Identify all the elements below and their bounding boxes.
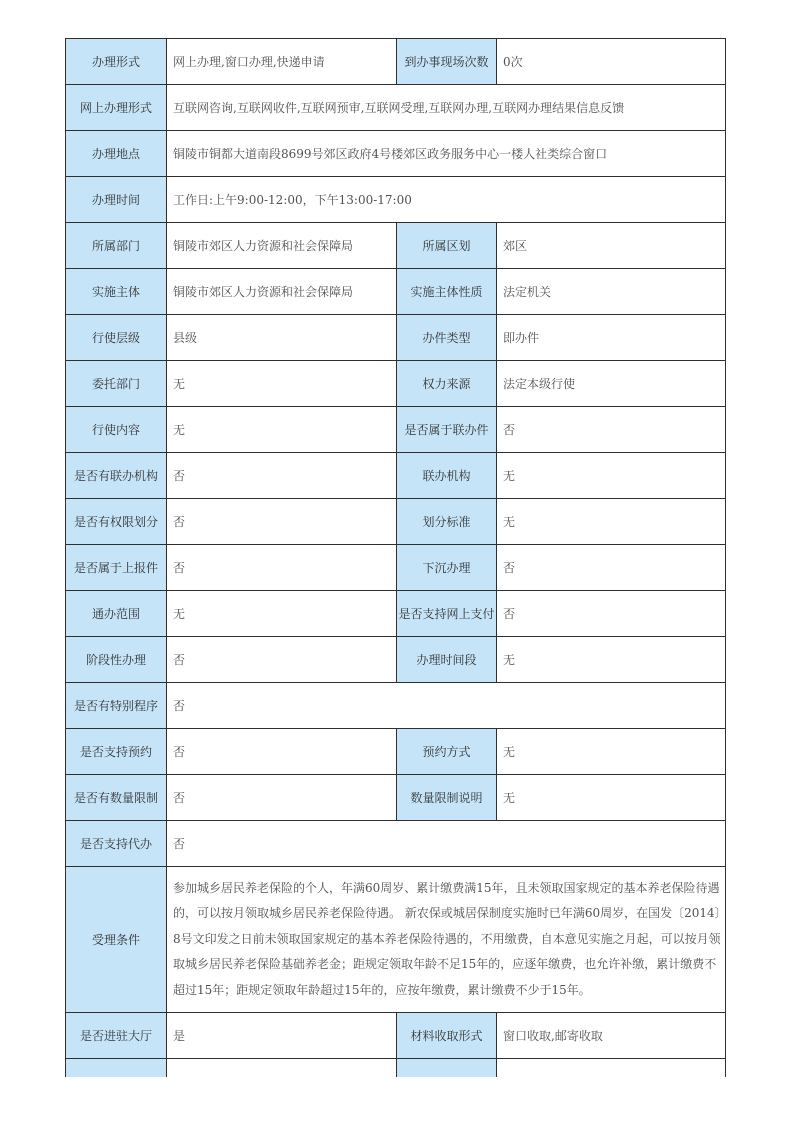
service-info-table (65, 38, 726, 1077)
table-row (66, 729, 726, 775)
field-value: 0次 (497, 39, 726, 85)
field-value: 否 (167, 775, 397, 821)
field-label: 是否支持预约 (66, 729, 167, 775)
field-label: 行使层级 (66, 315, 167, 361)
field-value: 否 (167, 453, 397, 499)
field-label: 阶段性办理 (66, 637, 167, 683)
field-value: 无 (167, 361, 397, 407)
table-row (66, 683, 726, 729)
field-value: 互联网咨询,互联网收件,互联网预审,互联网受理,互联网办理,互联网办理结果信息反馈 (167, 85, 726, 131)
field-label: 数量限制说明 (397, 775, 497, 821)
field-value (497, 1059, 726, 1077)
field-label: 划分标准 (397, 499, 497, 545)
table-row-continued (66, 1059, 726, 1077)
table-row (66, 407, 726, 453)
field-value: 否 (497, 545, 726, 591)
field-value: 无 (497, 729, 726, 775)
field-label: 行使内容 (66, 407, 167, 453)
table-row (66, 223, 726, 269)
field-value: 是 (167, 1013, 397, 1059)
table-row (66, 177, 726, 223)
field-value: 否 (167, 499, 397, 545)
table-row (66, 775, 726, 821)
field-value: 无 (497, 637, 726, 683)
field-label: 受理条件 (66, 867, 167, 1013)
field-label: 实施主体 (66, 269, 167, 315)
field-value: 窗口收取,邮寄收取 (497, 1013, 726, 1059)
table-row-acceptance-conditions (66, 867, 726, 1013)
field-value (167, 1059, 397, 1077)
field-value: 否 (167, 821, 726, 867)
service-guide-page (65, 38, 725, 1077)
field-label: 材料收取形式 (397, 1013, 497, 1059)
field-value: 否 (167, 729, 397, 775)
field-value: 否 (167, 637, 397, 683)
field-label: 下沉办理 (397, 545, 497, 591)
table-row (66, 269, 726, 315)
table-row (66, 85, 726, 131)
table-row (66, 39, 726, 85)
field-label: 办理时间 (66, 177, 167, 223)
field-value: 法定本级行使 (497, 361, 726, 407)
field-label: 办理时间段 (397, 637, 497, 683)
field-value: 县级 (167, 315, 397, 361)
field-label: 网上办理形式 (66, 85, 167, 131)
field-label: 所属部门 (66, 223, 167, 269)
field-value: 铜陵市铜都大道南段8699号郊区政府4号楼郊区政务服务中心一楼人社类综合窗口 (167, 131, 726, 177)
acceptance-conditions-text: 参加城乡居民养老保险的个人，年满60周岁、累计缴费满15年，且未领取国家规定的基本养老保险待遇的，可以按月领取城乡居民养老保险待遇。 新农保或城居保制度实施时已年满60周岁，在国发〔2014〕8号文印发之日前未领取国家规定的基本养老保险待遇的，不用缴费，自本意见实施之月起，可以按月领取城乡居民养老保险基础养老金；距规定领取年龄不足15年的，应逐年缴费，也允许补缴，累计缴费不超过15年；距规定领取年龄超过15年的，应按年缴费，累计缴费不少于15年。 (173, 880, 721, 997)
field-label: 是否支持网上支付 (397, 591, 497, 637)
field-value: 否 (167, 545, 397, 591)
field-value: 无 (167, 407, 397, 453)
field-label: 是否属于联办件 (397, 407, 497, 453)
table-row (66, 591, 726, 637)
field-label: 办件类型 (397, 315, 497, 361)
field-value: 无 (497, 499, 726, 545)
field-label (397, 1059, 497, 1077)
field-value: 铜陵市郊区人力资源和社会保障局 (167, 223, 397, 269)
field-value: 工作日:上午9:00-12:00，下午13:00-17:00 (167, 177, 726, 223)
field-label (66, 1059, 167, 1077)
field-label: 所属区划 (397, 223, 497, 269)
field-value: 否 (167, 683, 726, 729)
table-row (66, 545, 726, 591)
field-value: 法定机关 (497, 269, 726, 315)
field-label: 是否支持代办 (66, 821, 167, 867)
field-value: 网上办理,窗口办理,快递申请 (167, 39, 397, 85)
field-label: 是否进驻大厅 (66, 1013, 167, 1059)
field-label: 实施主体性质 (397, 269, 497, 315)
field-label: 预约方式 (397, 729, 497, 775)
field-label: 到办事现场次数 (397, 39, 497, 85)
field-value: 无 (497, 775, 726, 821)
field-label: 是否有特别程序 (66, 683, 167, 729)
table-row (66, 315, 726, 361)
field-value: 即办件 (497, 315, 726, 361)
field-label: 是否属于上报件 (66, 545, 167, 591)
field-label: 权力来源 (397, 361, 497, 407)
field-label: 通办范围 (66, 591, 167, 637)
table-row (66, 453, 726, 499)
field-label: 是否有联办机构 (66, 453, 167, 499)
table-row (66, 821, 726, 867)
table-row (66, 499, 726, 545)
field-value: 郊区 (497, 223, 726, 269)
field-value: 无 (497, 453, 726, 499)
field-value: 铜陵市郊区人力资源和社会保障局 (167, 269, 397, 315)
field-label: 是否有权限划分 (66, 499, 167, 545)
field-value: 否 (497, 591, 726, 637)
field-label: 委托部门 (66, 361, 167, 407)
field-label: 办理地点 (66, 131, 167, 177)
field-label: 联办机构 (397, 453, 497, 499)
field-label: 办理形式 (66, 39, 167, 85)
field-label: 是否有数量限制 (66, 775, 167, 821)
acceptance-conditions-cell (167, 867, 726, 1013)
table-row (66, 131, 726, 177)
table-row (66, 637, 726, 683)
field-value: 无 (167, 591, 397, 637)
field-value: 否 (497, 407, 726, 453)
table-row (66, 1013, 726, 1059)
table-row (66, 361, 726, 407)
